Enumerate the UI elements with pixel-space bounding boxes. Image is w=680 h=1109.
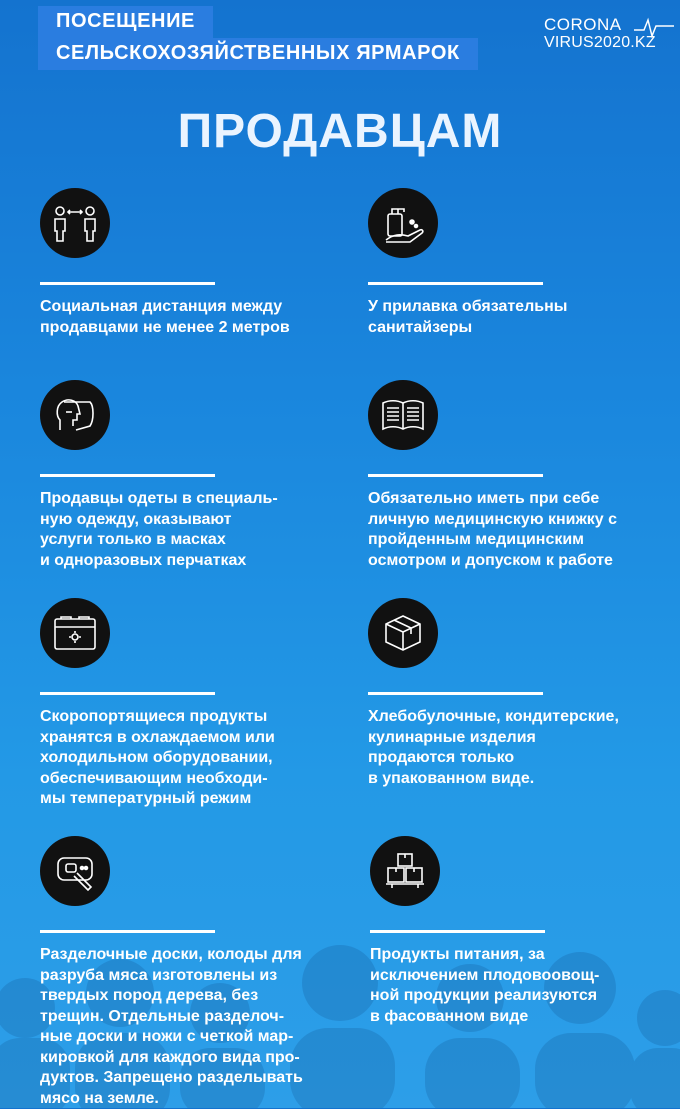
page-title: ПРОДАВЦАМ (177, 105, 503, 158)
divider-rule (40, 474, 215, 477)
cutting-board-icon (40, 836, 110, 906)
packaged-goods-icon (370, 836, 440, 906)
divider-rule (368, 282, 543, 285)
coronavirus-logo (544, 16, 674, 52)
logo-line-1: CORONA (544, 15, 622, 34)
rule-text: Хлебобулочные, кондитерские, кулинарные изделия продаются только в упакованном виде. (368, 708, 619, 787)
heartbeat-icon (634, 16, 674, 38)
rule-item-packaged-food (370, 836, 670, 1027)
divider-rule (40, 930, 215, 933)
rule-item-sanitizer (368, 188, 668, 338)
rule-item-packaged-bakery (368, 598, 668, 789)
divider-rule (368, 692, 543, 695)
divider-rule (40, 282, 215, 285)
header-line-2: СЕЛЬСКОХОЗЯЙСТВЕННЫХ ЯРМАРОК (38, 38, 478, 70)
rule-item-protective-clothing (40, 380, 340, 571)
rule-item-refrigeration (40, 598, 340, 810)
divider-rule (40, 692, 215, 695)
medical-book-icon (368, 380, 438, 450)
divider-rule (368, 474, 543, 477)
rule-text: Продукты питания, за исключением плодовоовощ- ной продукции реализуются в фасованном виде (370, 946, 600, 1025)
package-box-icon (368, 598, 438, 668)
rule-item-medical-book (368, 380, 668, 571)
rule-text: Социальная дистанция между продавцами не менее 2 метров (40, 298, 290, 336)
rule-text: Разделочные доски, колоды для разруба мяса изготовлены из твердых пород дерева, без трещин. Отдельные разделоч- ные доски и ножи с четкой мар- кировкой для каждого вида про- дуктов. Запрещено разделывать мясо на земле. (40, 946, 303, 1107)
rule-text: Обязательно иметь при себе личную медицинскую книжку с пройденным медицинским осмотром и допуском к работе (368, 490, 618, 569)
header-line-1: ПОСЕЩЕНИЕ (38, 6, 213, 38)
face-shield-icon (40, 380, 110, 450)
refrigerator-icon (40, 598, 110, 668)
rule-text: Продавцы одеты в специаль- ную одежду, оказывают услуги только в масках и одноразовых перчатках (40, 490, 278, 569)
rule-item-cutting-boards (40, 836, 350, 1109)
header-title-block (38, 6, 478, 70)
divider-rule (370, 930, 545, 933)
social-distance-icon (40, 188, 110, 258)
rule-text: Скоропортящиеся продукты хранятся в охлаждаемом или холодильном оборудовании, обеспечивающим необходи- мы температурный режим (40, 708, 275, 807)
logo-line-2: VIRUS2020.KZ (544, 34, 656, 51)
rule-item-social-distance (40, 188, 340, 338)
rule-text: У прилавка обязательны санитайзеры (368, 298, 568, 336)
hand-sanitizer-icon (368, 188, 438, 258)
